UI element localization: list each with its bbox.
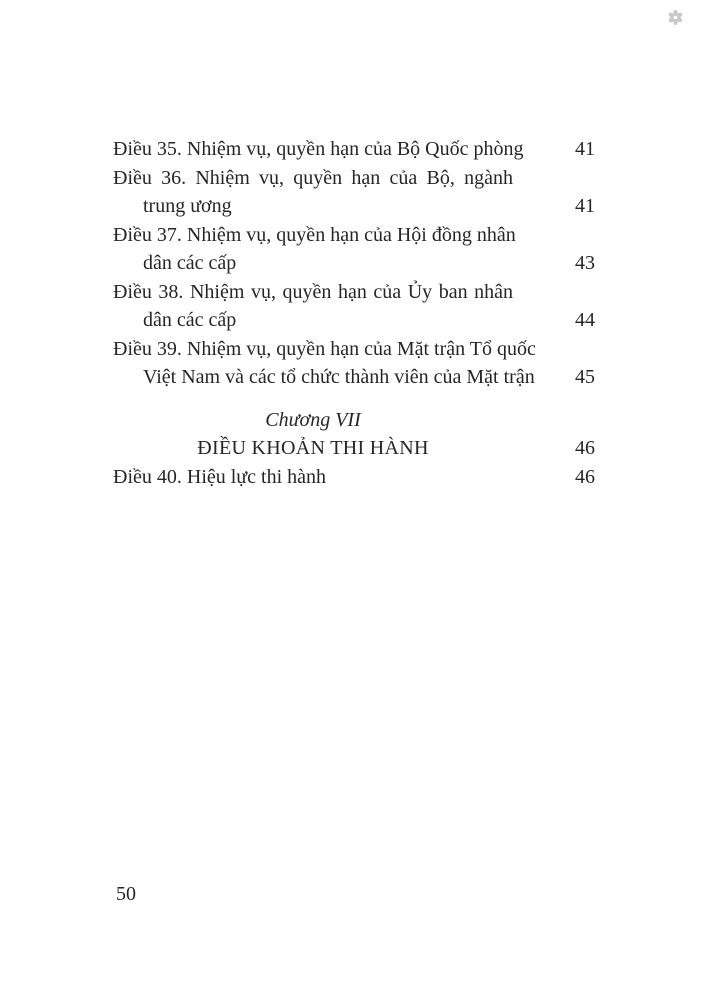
- toc-row: [113, 192, 595, 221]
- toc-row: [113, 306, 595, 335]
- toc-row: [113, 135, 595, 164]
- toc-page-number: 46: [575, 437, 595, 459]
- toc-page-number: 41: [575, 138, 595, 160]
- table-of-contents: [113, 135, 595, 491]
- toc-entry-text-continuation: Việt Nam và các tổ chức thành viên của Mặt trận: [143, 366, 535, 388]
- toc-page-number: 41: [575, 195, 595, 217]
- toc-entry-text: Điều 35. Nhiệm vụ, quyền hạn của Bộ Quốc phòng: [113, 138, 524, 160]
- toc-row: [113, 249, 595, 278]
- toc-row: [113, 363, 595, 392]
- toc-row: [113, 278, 595, 307]
- toc-entry-text: Điều 39. Nhiệm vụ, quyền hạn của Mặt trận Tổ quốc: [113, 337, 536, 360]
- toc-entry-text: Điều 36. Nhiệm vụ, quyền hạn của Bộ, ngành: [113, 166, 513, 189]
- toc-row: [113, 164, 595, 193]
- footer-page-number: 50: [116, 883, 136, 905]
- toc-entry-text-continuation: trung ương: [143, 195, 232, 217]
- toc-entry-text: Điều 37. Nhiệm vụ, quyền hạn của Hội đồng nhân: [113, 223, 516, 246]
- flower-icon: [668, 10, 683, 25]
- toc-page-number: 43: [575, 252, 595, 274]
- toc-page-number: 44: [575, 309, 595, 331]
- toc-entry-text: Điều 40. Hiệu lực thi hành: [113, 465, 327, 488]
- toc-page-number: 46: [575, 465, 595, 488]
- chapter-label: Chương VII: [265, 408, 361, 431]
- toc-row: [113, 221, 595, 250]
- toc-row: [113, 463, 595, 492]
- toc-entry-text-continuation: dân các cấp: [143, 309, 237, 331]
- toc-row: [113, 335, 595, 364]
- toc-entry-text-continuation: dân các cấp: [143, 252, 237, 274]
- toc-entry-text: Điều 38. Nhiệm vụ, quyền hạn của Ủy ban nhân: [113, 280, 513, 303]
- toc-page-number: 45: [575, 366, 595, 388]
- chapter-title: ĐIỀU KHOẢN THI HÀNH: [197, 437, 429, 459]
- toc-row-chapter-title: [113, 434, 595, 463]
- toc-row-chapter-label: [113, 406, 595, 435]
